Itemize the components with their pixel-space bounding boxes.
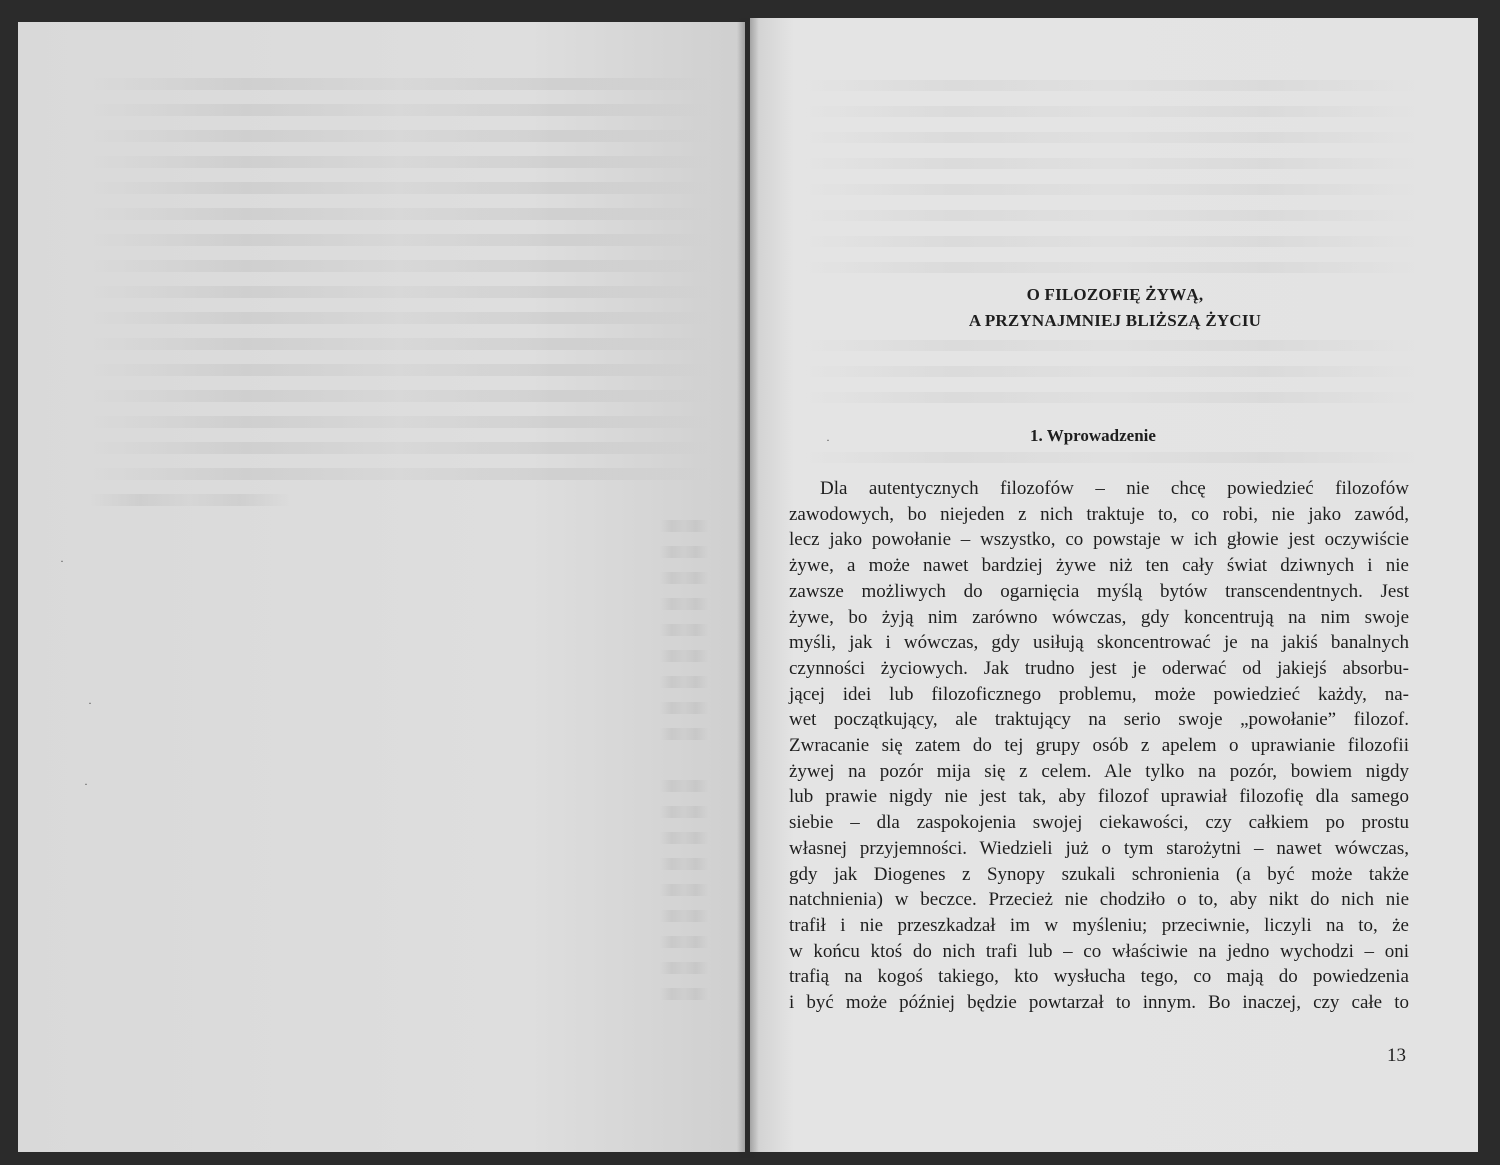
text-line: czynności życiowych. Jak trudno jest je oderwać od jakiejś absorbu- bbox=[789, 657, 1409, 679]
text-line: Zwracanie się zatem do tej grupy osób z apelem o uprawianie filozofii bbox=[789, 735, 1409, 757]
chapter-title-line: O FILOZOFIĘ ŻYWĄ, bbox=[1026, 285, 1204, 304]
dust-speck: · bbox=[826, 433, 830, 447]
text-line: trafią na kogoś takiego, kto wysłucha tego, co mają do powiedzenia bbox=[789, 966, 1409, 988]
section-heading: 1. Wprowadzenie bbox=[1030, 426, 1156, 445]
text-line: Dla autentycznych filozofów – nie chcę powiedzieć filozofów bbox=[820, 478, 1409, 499]
text-line: trafił i nie przeszkadzał im w myśleniu; przeciwnie, liczyli na to, że bbox=[789, 914, 1409, 936]
dust-speck: · bbox=[60, 554, 64, 568]
body-paragraph bbox=[789, 476, 1409, 1016]
text-line: myśli, jak i wówczas, gdy usiłują skoncentrować je na jakiś banalnych bbox=[789, 632, 1409, 654]
text-line: i być może później będzie powtarzał to innym. Bo inaczej, czy całe to bbox=[789, 992, 1409, 1014]
text-line: własnej przyjemności. Wiedzieli już o tym starożytni – nawet wówczas, bbox=[789, 837, 1409, 859]
chapter-title bbox=[780, 282, 1450, 334]
text-line: natchnienia) w beczce. Przecież nie chodziło o to, aby nikt do nich nie bbox=[789, 889, 1409, 911]
text-line: gdy jak Diogenes z Synopy szukali schronienia (a być może także bbox=[789, 863, 1409, 885]
book-gutter bbox=[737, 18, 759, 1158]
text-line: żywe, a może nawet bardziej żywe niż ten cały świat dziwnych i nie bbox=[789, 555, 1409, 577]
text-line: żywe, bo żyją nim zarówno wówczas, gdy koncentrują na nim swoje bbox=[789, 606, 1409, 628]
text-line: jącej idei lub filozoficznego problemu, może powiedzieć każdy, na- bbox=[789, 683, 1409, 705]
text-line: żywej na pozór mija się z celem. Ale tylko na pozór, bowiem nigdy bbox=[789, 760, 1409, 782]
dust-speck: · bbox=[88, 696, 92, 710]
text-line: zawodowych, bo niejeden z nich traktuje to, co robi, nie jako zawód, bbox=[789, 503, 1409, 525]
text-line: zawsze możliwych do ogarnięcia myślą bytów transcendentnych. Jest bbox=[789, 580, 1409, 602]
text-line: w końcu ktoś do nich trafi lub – co właściwie na jedno wychodzi – oni bbox=[789, 940, 1409, 962]
text-line: lub prawie nigdy nie jest tak, aby filozof uprawiał filozofię dla samego bbox=[789, 786, 1409, 808]
text-line: siebie – dla zaspokojenia swojej ciekawości, czy całkiem po prostu bbox=[789, 812, 1409, 834]
page-number: 13 bbox=[1387, 1045, 1406, 1066]
text-line: wet początkujący, ale traktujący na serio swoje „powołanie” filozof. bbox=[789, 709, 1409, 731]
text-line: lecz jako powołanie – wszystko, co powstaje w ich głowie jest oczywiście bbox=[789, 529, 1409, 551]
chapter-title-line: A PRZYNAJMNIEJ BLIŻSZĄ ŻYCIU bbox=[968, 311, 1262, 330]
dust-speck: · bbox=[84, 777, 88, 791]
